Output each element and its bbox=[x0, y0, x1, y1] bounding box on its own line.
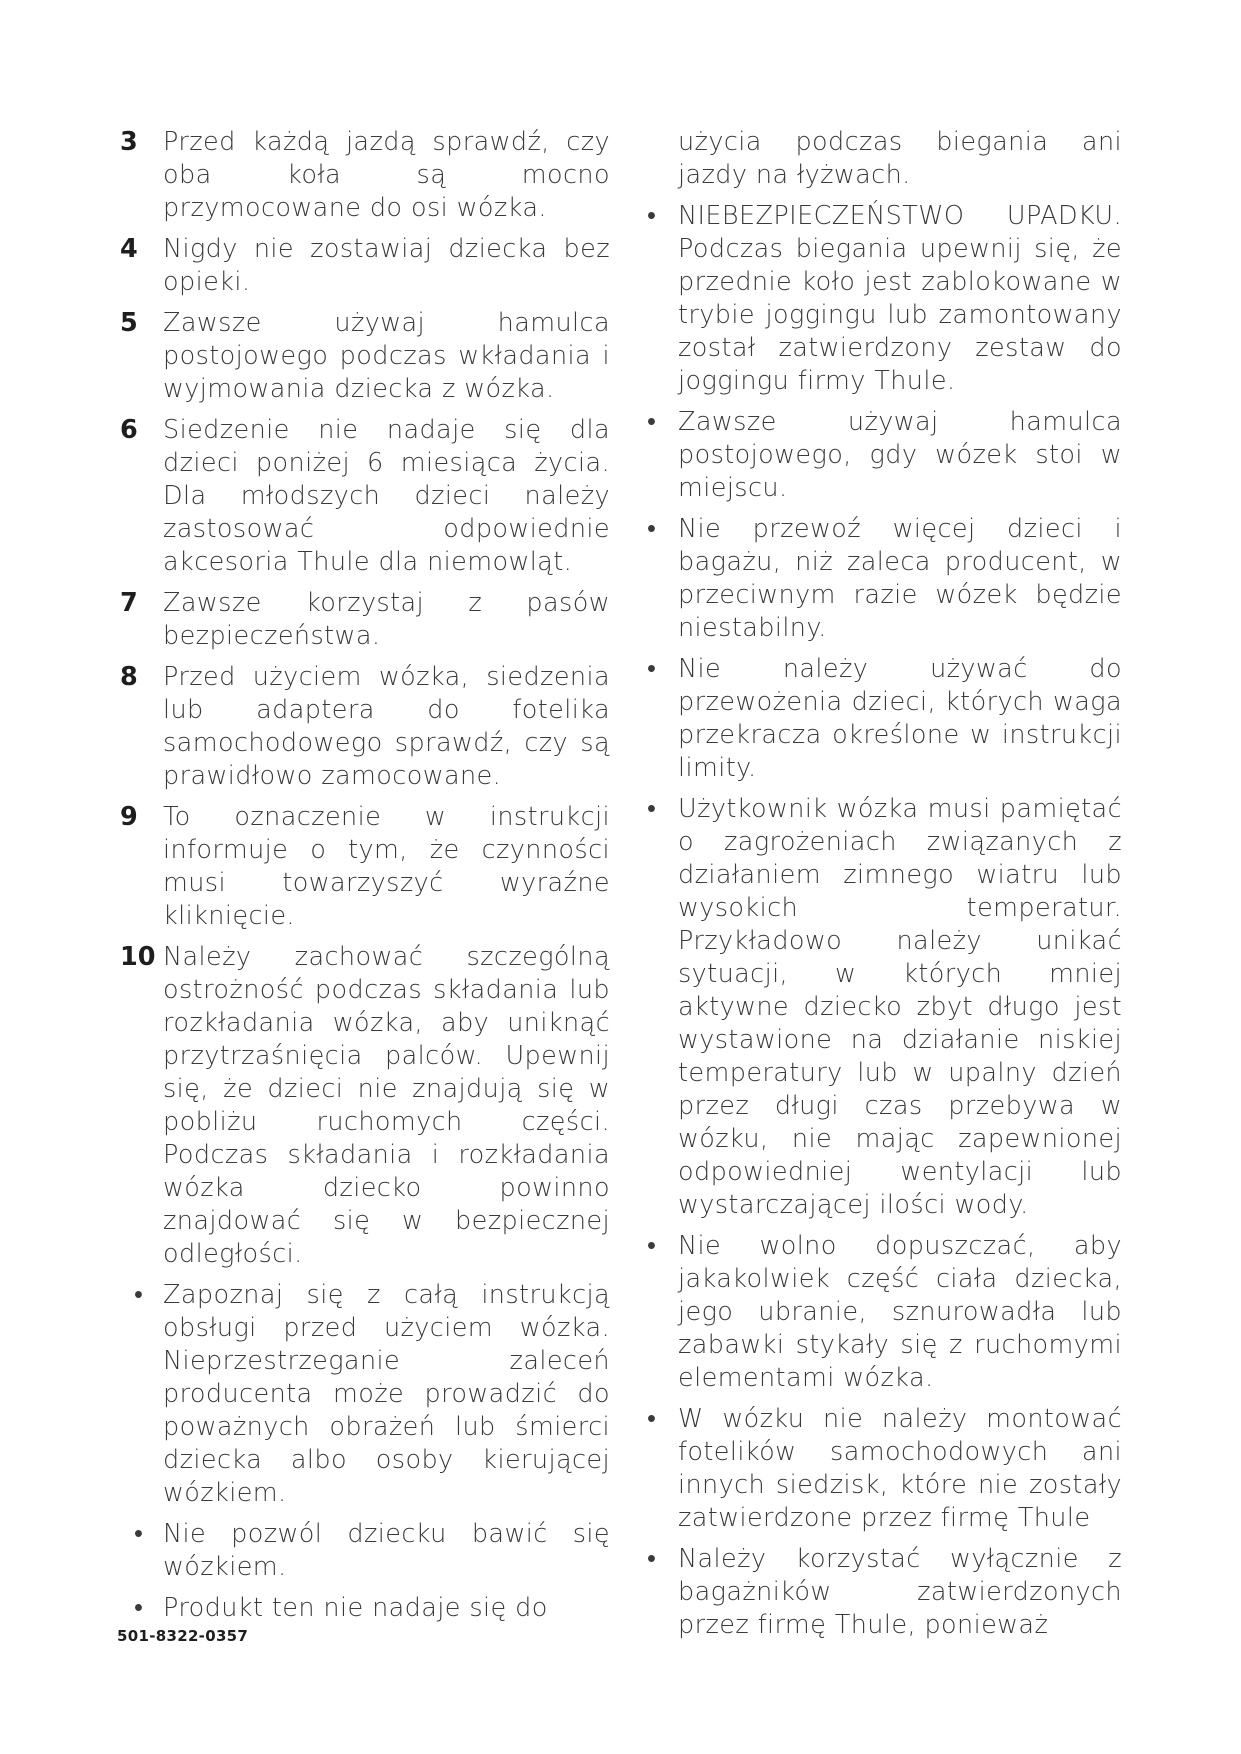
bullet-icon: • bbox=[647, 1231, 657, 1261]
bullet-icon: • bbox=[647, 794, 657, 824]
item-number: 8 bbox=[120, 662, 138, 692]
item-number: 5 bbox=[120, 308, 138, 338]
bullet-icon: • bbox=[647, 407, 657, 437]
item-text: Przed każdą jazdą sprawdź, czy oba koła są mocno przymocowane do osi wózka. bbox=[163, 127, 610, 223]
bullet-text: Zapoznaj się z całą instrukcją obsługi przed użyciem wózka. Nieprzestrzeganie zaleceń producenta może prowadzić do poważnych obrażeń lub śmierci dziecka albo osoby kierującej wózkiem. bbox=[163, 1280, 610, 1508]
item-text: Należy zachować szczególną ostrożność podczas składania lub rozkładania wózka, aby uniknąć przytrzaśnięcia palców. Upewnij się, że dzieci nie znajdują się w pobliżu ruchomych części. Podczas składania i rozkładania wózka dziecko powinno znajdować się w bezpiecznej odległości. bbox=[163, 942, 610, 1269]
bullet-item bbox=[120, 1279, 610, 1510]
item-text: Nigdy nie zostawiaj dziecka bez opieki. bbox=[163, 234, 610, 297]
bullet-text: Należy korzystać wyłącznie z bagażników zatwierdzonych przez firmę Thule, ponieważ bbox=[678, 1544, 1122, 1640]
bullet-item bbox=[647, 513, 1122, 645]
safety-item-4 bbox=[120, 233, 610, 299]
bullet-item bbox=[120, 1518, 610, 1584]
item-text: Siedzenie nie nadaje się dla dzieci poniżej 6 miesiąca życia. Dla młodszych dzieci należy zastosować odpowiednie akcesoria Thule dla niemowląt. bbox=[163, 415, 610, 577]
bullet-icon: • bbox=[647, 1404, 657, 1434]
left-column bbox=[120, 126, 610, 1633]
bullet-text: Użytkownik wózka musi pamiętać o zagrożeniach związanych z działaniem zimnego wiatru lub wysokich temperatur. Przykładowo należy unikać sytuacji, w których mniej aktywne dziecko zbyt długo jest wystawione na działanie niskiej temperatury lub w upalny dzień przez długi czas przebywa w wózku, nie mając zapewnionej odpowiedniej wentylacji lub wystarczającej ilości wody. bbox=[678, 794, 1122, 1220]
bullet-item bbox=[647, 793, 1122, 1222]
right-column bbox=[647, 126, 1122, 1650]
bullet-item bbox=[647, 200, 1122, 398]
item-number: 10 bbox=[120, 942, 156, 972]
continued-bullet-text: użycia podczas biegania ani jazdy na łyżwach. bbox=[678, 127, 1122, 190]
bullet-item bbox=[647, 1230, 1122, 1395]
safety-item-10 bbox=[120, 941, 610, 1271]
bullet-icon: • bbox=[647, 201, 657, 231]
safety-item-7 bbox=[120, 587, 610, 653]
item-text: Zawsze używaj hamulca postojowego podczas wkładania i wyjmowania dziecka z wózka. bbox=[163, 308, 610, 404]
bullet-icon: • bbox=[647, 654, 657, 684]
bullet-item bbox=[647, 1543, 1122, 1642]
safety-item-6 bbox=[120, 414, 610, 579]
item-number: 9 bbox=[120, 802, 138, 832]
safety-item-5 bbox=[120, 307, 610, 406]
bullet-icon: • bbox=[134, 1280, 144, 1310]
bullet-item bbox=[647, 406, 1122, 505]
item-number: 6 bbox=[120, 415, 138, 445]
item-number: 4 bbox=[120, 234, 138, 264]
bullet-text: Zawsze używaj hamulca postojowego, gdy wózek stoi w miejscu. bbox=[678, 407, 1122, 503]
bullet-text: Nie pozwól dziecku bawić się wózkiem. bbox=[163, 1519, 610, 1582]
bullet-item bbox=[647, 653, 1122, 785]
bullet-text: NIEBEZPIECZEŃSTWO UPADKU. Podczas biegania upewnij się, że przednie koło jest zablokowane w trybie joggingu lub zamontowany został zatwierdzony zestaw do joggingu firmy Thule. bbox=[678, 201, 1122, 396]
bullet-icon: • bbox=[647, 514, 657, 544]
bullet-icon: • bbox=[647, 1544, 657, 1574]
bullet-icon: • bbox=[134, 1519, 144, 1549]
bullet-text: Produkt ten nie nadaje się do bbox=[163, 1593, 548, 1623]
document-code: 501-8322-0357 bbox=[117, 1627, 249, 1645]
bullet-text: Nie przewoź więcej dzieci i bagażu, niż zaleca producent, w przeciwnym razie wózek będzie niestabilny. bbox=[678, 514, 1122, 643]
bullet-item bbox=[647, 1403, 1122, 1535]
item-text: Przed użyciem wózka, siedzenia lub adaptera do fotelika samochodowego sprawdź, czy są prawidłowo zamocowane. bbox=[163, 662, 610, 791]
safety-item-9 bbox=[120, 801, 610, 933]
bullet-icon: • bbox=[134, 1593, 144, 1623]
bullet-text: Nie wolno dopuszczać, aby jakakolwiek część ciała dziecka, jego ubranie, sznurowadła lub zabawki stykały się z ruchomymi elementami wózka. bbox=[678, 1231, 1122, 1393]
bullet-item bbox=[120, 1592, 610, 1625]
bullet-text: Nie należy używać do przewożenia dzieci, których waga przekracza określone w instrukcji limity. bbox=[678, 654, 1122, 783]
bullet-text: W wózku nie należy montować fotelików samochodowych ani innych siedzisk, które nie zostały zatwierdzone przez firmę Thule bbox=[678, 1404, 1122, 1533]
item-number: 3 bbox=[120, 127, 138, 157]
safety-item-3 bbox=[120, 126, 610, 225]
item-number: 7 bbox=[120, 588, 138, 618]
item-text: Zawsze korzystaj z pasów bezpieczeństwa. bbox=[163, 588, 610, 651]
safety-item-8 bbox=[120, 661, 610, 793]
item-text: To oznaczenie w instrukcji informuje o tym, że czynności musi towarzyszyć wyraźne kliknięcie. bbox=[163, 802, 610, 931]
